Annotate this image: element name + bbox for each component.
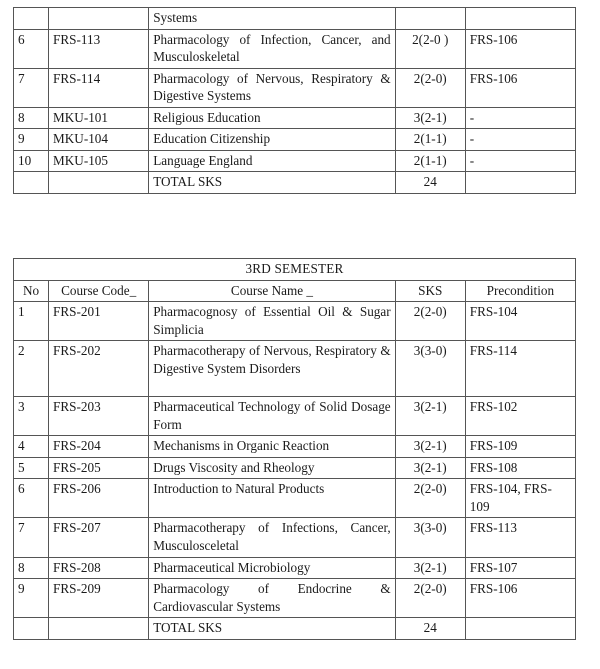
cell-course-name: Drugs Viscosity and Rheology	[149, 457, 395, 479]
cell-course-code: FRS-201	[49, 302, 149, 341]
cell-precondition: FRS-104	[465, 302, 575, 341]
cell-sks: 3(2-1)	[395, 107, 465, 129]
cell-no: 2	[14, 341, 49, 397]
cell-course-name: Systems	[149, 8, 395, 30]
cell-precondition: -	[465, 150, 575, 172]
total-sks-label: TOTAL SKS	[149, 172, 395, 194]
cell-no-empty	[14, 172, 49, 194]
table-title-row	[14, 259, 576, 281]
cell-sks: 2(2-0 )	[395, 29, 465, 68]
cell-course-name: Pharmacognosy of Essential Oil & Sugar Simplicia	[149, 302, 395, 341]
cell-sks: 2(2-0)	[395, 302, 465, 341]
cell-no: 4	[14, 436, 49, 458]
table-row	[14, 518, 576, 557]
cell-course-name: Religious Education	[149, 107, 395, 129]
cell-precondition: -	[465, 129, 575, 151]
curriculum-table-3rd-semester	[13, 258, 576, 640]
table-row	[14, 457, 576, 479]
cell-sks: 3(2-1)	[395, 557, 465, 579]
cell-precondition: FRS-108	[465, 457, 575, 479]
table-row	[14, 150, 576, 172]
cell-sks: 3(2-1)	[395, 436, 465, 458]
cell-course-name: Pharmacology of Infection, Cancer, and Musculoskeletal	[149, 29, 395, 68]
cell-no	[14, 8, 49, 30]
cell-sks: 2(2-0)	[395, 68, 465, 107]
table-row	[14, 579, 576, 618]
cell-course-code: FRS-209	[49, 579, 149, 618]
cell-course-name: Pharmaceutical Technology of Solid Dosage Form	[149, 397, 395, 436]
cell-sks: 2(2-0)	[395, 579, 465, 618]
cell-sks: 3(3-0)	[395, 341, 465, 397]
cell-course-code: FRS-113	[49, 29, 149, 68]
cell-sks: 2(1-1)	[395, 150, 465, 172]
cell-no: 7	[14, 68, 49, 107]
cell-precondition	[465, 8, 575, 30]
cell-sks	[395, 8, 465, 30]
total-sks-value: 24	[395, 618, 465, 640]
cell-code-empty	[49, 172, 149, 194]
cell-no: 6	[14, 479, 49, 518]
cell-course-code	[49, 8, 149, 30]
cell-course-code: FRS-207	[49, 518, 149, 557]
table-row	[14, 68, 576, 107]
cell-no: 6	[14, 29, 49, 68]
cell-precondition: FRS-114	[465, 341, 575, 397]
cell-precondition: FRS-113	[465, 518, 575, 557]
table-total-row	[14, 172, 576, 194]
cell-sks: 3(2-1)	[395, 397, 465, 436]
semester-title: 3RD SEMESTER	[14, 259, 576, 281]
cell-course-name: Language England	[149, 150, 395, 172]
cell-sks: 2(1-1)	[395, 129, 465, 151]
cell-sks: 3(3-0)	[395, 518, 465, 557]
table-row	[14, 557, 576, 579]
cell-no: 1	[14, 302, 49, 341]
cell-course-code: FRS-204	[49, 436, 149, 458]
cell-course-name: Mechanisms in Organic Reaction	[149, 436, 395, 458]
cell-course-name: Pharmacotherapy of Nervous, Respiratory & Digestive System Disorders	[149, 341, 395, 397]
cell-no: 8	[14, 557, 49, 579]
table-row	[14, 341, 576, 397]
cell-no: 3	[14, 397, 49, 436]
cell-precondition-empty	[465, 172, 575, 194]
cell-precondition: FRS-104, FRS-109	[465, 479, 575, 518]
table-row	[14, 129, 576, 151]
cell-no: 7	[14, 518, 49, 557]
total-sks-label: TOTAL SKS	[149, 618, 395, 640]
cell-course-code: FRS-114	[49, 68, 149, 107]
cell-precondition: FRS-106	[465, 68, 575, 107]
total-sks-value: 24	[395, 172, 465, 194]
table-row	[14, 107, 576, 129]
column-header-precondition: Precondition	[465, 280, 575, 302]
cell-course-name: Pharmacology of Endocrine & Cardiovascular Systems	[149, 579, 395, 618]
cell-precondition: FRS-106	[465, 29, 575, 68]
table-row	[14, 479, 576, 518]
table-row	[14, 8, 576, 30]
table-row	[14, 436, 576, 458]
table-row	[14, 397, 576, 436]
cell-precondition: FRS-106	[465, 579, 575, 618]
cell-precondition: FRS-107	[465, 557, 575, 579]
column-header-no: No	[14, 280, 49, 302]
column-header-sks: SKS	[395, 280, 465, 302]
cell-precondition: FRS-109	[465, 436, 575, 458]
cell-course-name: Introduction to Natural Products	[149, 479, 395, 518]
cell-no-empty	[14, 618, 49, 640]
cell-course-code: MKU-105	[49, 150, 149, 172]
column-header-course-name: Course Name _	[149, 280, 395, 302]
cell-sks: 2(2-0)	[395, 479, 465, 518]
cell-course-name: Education Citizenship	[149, 129, 395, 151]
cell-course-code: FRS-203	[49, 397, 149, 436]
curriculum-table-continued	[13, 7, 576, 194]
cell-course-code: FRS-202	[49, 341, 149, 397]
column-header-course-code: Course Code_	[49, 280, 149, 302]
cell-course-name: Pharmacology of Nervous, Respiratory & Digestive Systems	[149, 68, 395, 107]
cell-course-name: Pharmaceutical Microbiology	[149, 557, 395, 579]
cell-course-code: MKU-104	[49, 129, 149, 151]
cell-code-empty	[49, 618, 149, 640]
cell-no: 9	[14, 579, 49, 618]
cell-course-code: MKU-101	[49, 107, 149, 129]
cell-no: 9	[14, 129, 49, 151]
cell-no: 10	[14, 150, 49, 172]
cell-no: 8	[14, 107, 49, 129]
table-header-row	[14, 280, 576, 302]
table-total-row	[14, 618, 576, 640]
cell-precondition: FRS-102	[465, 397, 575, 436]
cell-precondition: -	[465, 107, 575, 129]
cell-precondition-empty	[465, 618, 575, 640]
cell-no: 5	[14, 457, 49, 479]
cell-course-code: FRS-208	[49, 557, 149, 579]
cell-course-name: Pharmacotherapy of Infections, Cancer, Musculosceletal	[149, 518, 395, 557]
cell-sks: 3(2-1)	[395, 457, 465, 479]
table-row	[14, 29, 576, 68]
cell-course-code: FRS-205	[49, 457, 149, 479]
cell-course-code: FRS-206	[49, 479, 149, 518]
table-row	[14, 302, 576, 341]
